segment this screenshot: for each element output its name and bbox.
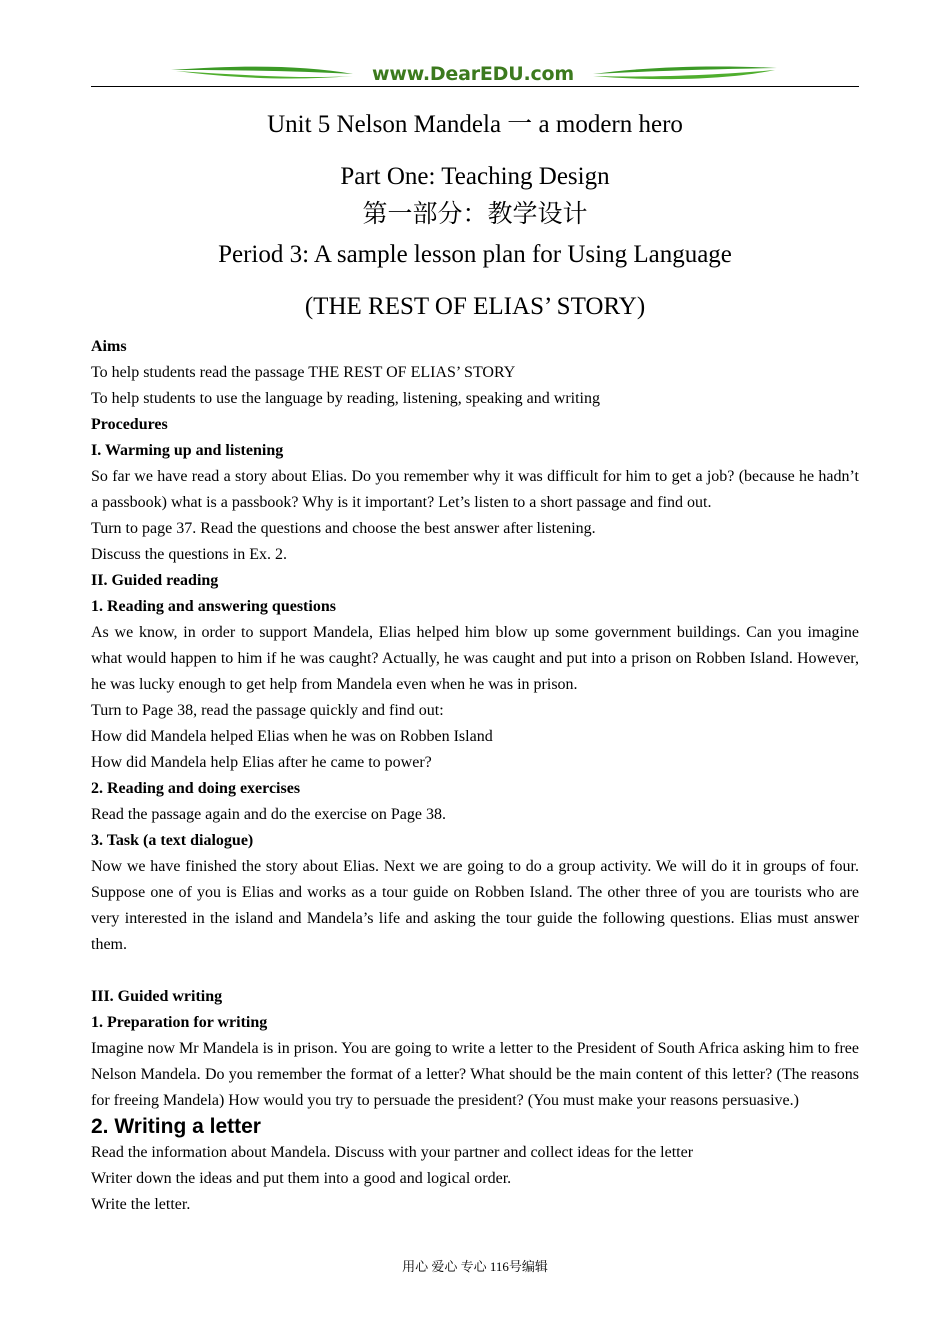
story-title: (THE REST OF ELIAS’ STORY) xyxy=(304,293,646,320)
section-1-paragraph-1: So far we have read a story about Elias. Do you remember why it was difficult for him to get a job? (because he hadn’t a passbook) what is a passbook? Why is it important? Let’s listen to a short passage and find out. xyxy=(91,468,859,511)
aims-heading: Aims xyxy=(91,338,127,355)
section-2-heading: II. Guided reading xyxy=(91,572,219,589)
subsection-2-2-paragraph: Read the passage again and do the exercise on Page 38. xyxy=(91,806,446,823)
section-1-paragraph-3: Discuss the questions in Ex. 2. xyxy=(91,546,287,563)
question-1: How did Mandela helped Elias when he was on Robben Island xyxy=(91,728,493,745)
header-rule xyxy=(91,86,859,87)
page-header xyxy=(91,62,859,90)
subsection-2-3-heading: 3. Task (a text dialogue) xyxy=(91,832,254,849)
aim-2: To help students to use the language by reading, listening, speaking and writing xyxy=(91,390,600,407)
page-footer: 用心 爱心 专心 116号编辑 xyxy=(402,1259,548,1274)
subsection-3-2-paragraph-2: Writer down the ideas and put them into a good and logical order. xyxy=(91,1170,512,1187)
subsection-2-2-heading: 2. Reading and doing exercises xyxy=(91,780,301,797)
subsection-2-1-heading: 1. Reading and answering questions xyxy=(91,598,336,615)
subsection-3-2-paragraph-1: Read the information about Mandela. Discuss with your partner and collect ideas for the letter xyxy=(91,1144,694,1161)
blank-line xyxy=(91,958,859,984)
subsection-3-2-paragraph-3: Write the letter. xyxy=(91,1196,191,1213)
part-title: Part One: Teaching Design xyxy=(340,163,610,190)
period-title: Period 3: A sample lesson plan for Using Language xyxy=(218,241,732,268)
subsection-3-2-heading: 2. Writing a letter xyxy=(91,1115,261,1138)
section-1-heading: I. Warming up and listening xyxy=(91,442,284,459)
site-url[interactable]: www.DearEDU.com xyxy=(371,63,575,85)
section-1-paragraph-2: Turn to page 37. Read the questions and choose the best answer after listening. xyxy=(91,520,596,537)
procedures-heading: Procedures xyxy=(91,416,168,433)
aim-1: To help students read the passage THE REST OF ELIAS’ STORY xyxy=(91,364,516,381)
subsection-2-1-paragraph: As we know, in order to support Mandela, Elias helped him blow up some government buildings. Can you imagine what would happen to him if he was caught? Actually, he was caught and put into a prison on Robben Island. However, he was lucky enough to get help from Mandela even when he was in prison. xyxy=(91,624,859,693)
part-title-chinese: 第一部分：教学设计 xyxy=(362,201,588,228)
subsection-3-1-heading: 1. Preparation for writing xyxy=(91,1014,268,1031)
section-3-heading: III. Guided writing xyxy=(91,988,223,1005)
lesson-body xyxy=(91,334,859,1218)
subsection-3-1-paragraph: Imagine now Mr Mandela is in prison. You are going to write a letter to the President of South Africa asking him to free Nelson Mandela. Do you remember the format of a letter? What should be the main content of this letter? (The reasons for freeing Mandela) How would you try to persuade the president? (You must make your reasons persuasive.) xyxy=(91,1040,859,1109)
question-2: How did Mandela help Elias after he came to power? xyxy=(91,754,432,771)
subsection-2-1-instruction: Turn to Page 38, read the passage quickly and find out: xyxy=(91,702,444,719)
unit-title: Unit 5 Nelson Mandela 一 a modern hero xyxy=(267,111,683,138)
subsection-2-3-paragraph: Now we have finished the story about Elias. Next we are going to do a group activity. We will do it in groups of four. Suppose one of you is Elias and works as a tour guide on Robben Island. The other three of you are tourists who are very interested in the island and Mandela’s life and asking the tour guide the following questions. Elias must answer them. xyxy=(91,858,859,953)
